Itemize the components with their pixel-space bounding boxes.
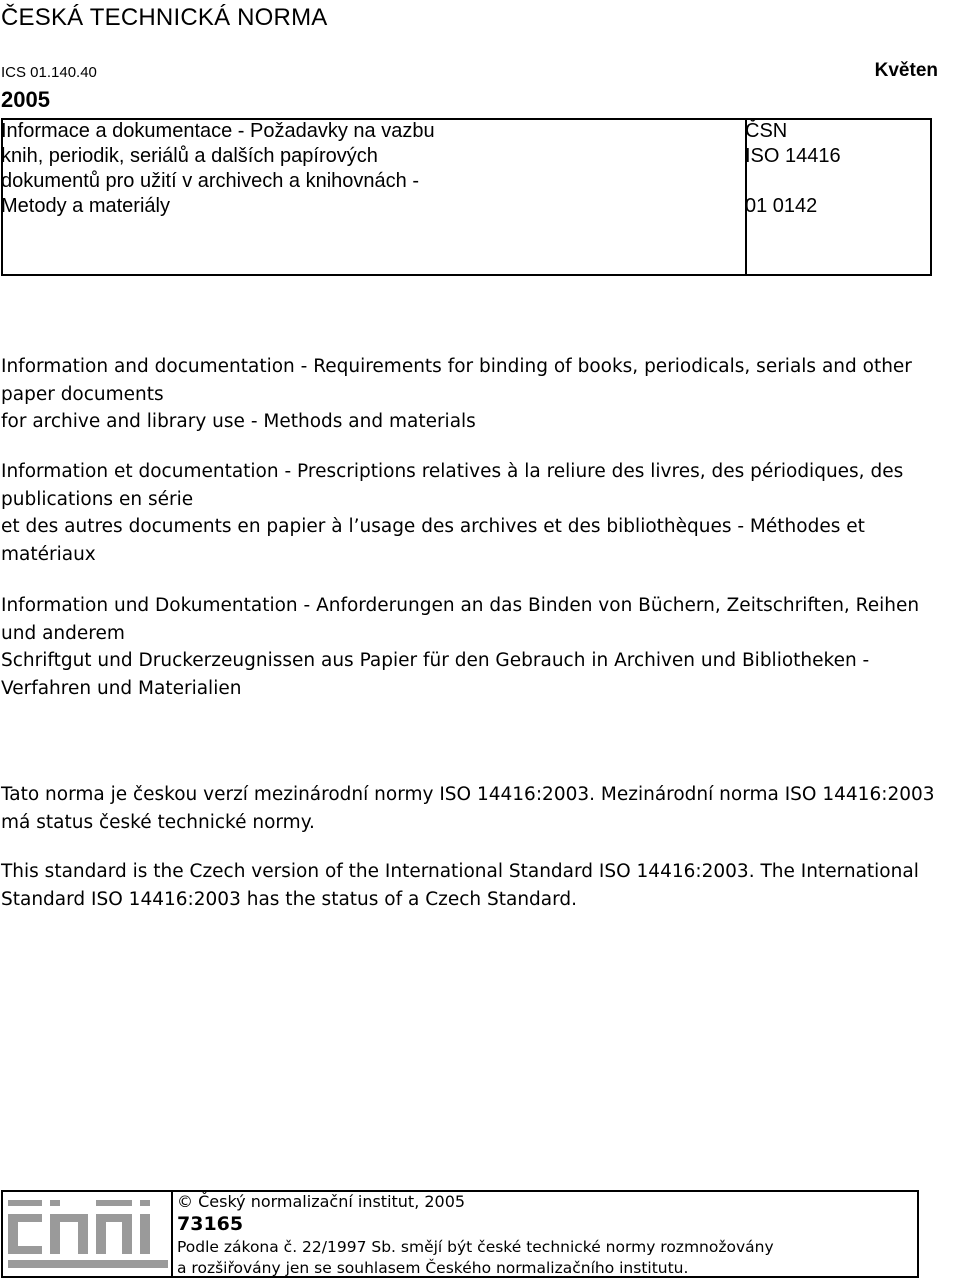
- czech-status-note: [1, 781, 935, 836]
- document-number: 73165: [177, 1213, 244, 1235]
- english-note-line: Standard ISO 14416:2003 has the status of a Czech Standard.: [1, 888, 578, 910]
- czech-title-line: knih, periodik, seriálů a dalších papírových: [1, 145, 378, 167]
- iso-number: ISO 14416: [745, 145, 841, 167]
- cni-logo-icon: [8, 1200, 168, 1268]
- issue-year: 2005: [1, 87, 50, 112]
- footer-divider: [171, 1192, 173, 1276]
- classification-number: 01 0142: [745, 195, 818, 217]
- english-title: [1, 353, 912, 436]
- copyright-line: [177, 1192, 465, 1212]
- english-note-line: This standard is the Czech version of the International Standard ISO 14416:2003. The International: [1, 861, 919, 882]
- german-title-line: und anderem: [1, 622, 125, 644]
- english-title-line: Information and documentation - Requirements for binding of books, periodicals, serials and other: [1, 356, 912, 377]
- czech-note-line: má status české technické normy.: [1, 811, 315, 833]
- french-title-line: publications en série: [1, 488, 194, 510]
- french-title-line: matériaux: [1, 543, 96, 565]
- standard-title: ČESKÁ TECHNICKÁ NORMA: [1, 4, 328, 31]
- czech-title: [1, 119, 435, 219]
- french-title-line: et des autres documents en papier à l’usage des archives et des bibliothèques - Méthodes et: [1, 516, 865, 537]
- czech-title-line: Informace a dokumentace - Požadavky na vazbu: [1, 120, 435, 142]
- german-title-line: Information und Dokumentation - Anforderungen an das Binden von Büchern, Zeitschriften, Reihen: [1, 595, 920, 616]
- english-title-line: paper documents: [1, 383, 164, 405]
- czech-title-line: dokumentů pro užití v archivech a knihovnách -: [1, 170, 419, 192]
- german-title-line: Verfahren und Materialien: [1, 677, 242, 699]
- issue-month: Květen: [874, 60, 938, 81]
- english-status-note: [1, 858, 919, 913]
- french-title-line: Information et documentation - Prescriptions relatives à la reliure des livres, des périodiques, des: [1, 461, 904, 482]
- law-notice: [177, 1237, 774, 1279]
- french-title: [1, 458, 903, 568]
- csn-label: ČSN: [745, 120, 788, 142]
- copyright-symbol-icon: ©: [177, 1192, 193, 1211]
- german-title-line: Schriftgut und Druckerzeugnissen aus Papier für den Gebrauch in Archiven und Bibliotheken -: [1, 650, 870, 671]
- german-title: [1, 592, 919, 702]
- english-title-line: for archive and library use - Methods and materials: [1, 411, 476, 432]
- czech-note-line: Tato norma je českou verzí mezinárodní normy ISO 14416:2003. Mezinárodní norma ISO 14416:2003: [1, 784, 935, 805]
- law-notice-line: Podle zákona č. 22/1997 Sb. smějí být české technické normy rozmnožovány: [177, 1238, 774, 1256]
- copyright-text: Český normalizační institut, 2005: [193, 1192, 466, 1211]
- czech-title-line: Metody a materiály: [1, 195, 170, 217]
- law-notice-line: a rozšiřovány jen se souhlasem Českého normalizačního institutu.: [177, 1259, 689, 1277]
- ics-code: ICS 01.140.40: [1, 64, 97, 81]
